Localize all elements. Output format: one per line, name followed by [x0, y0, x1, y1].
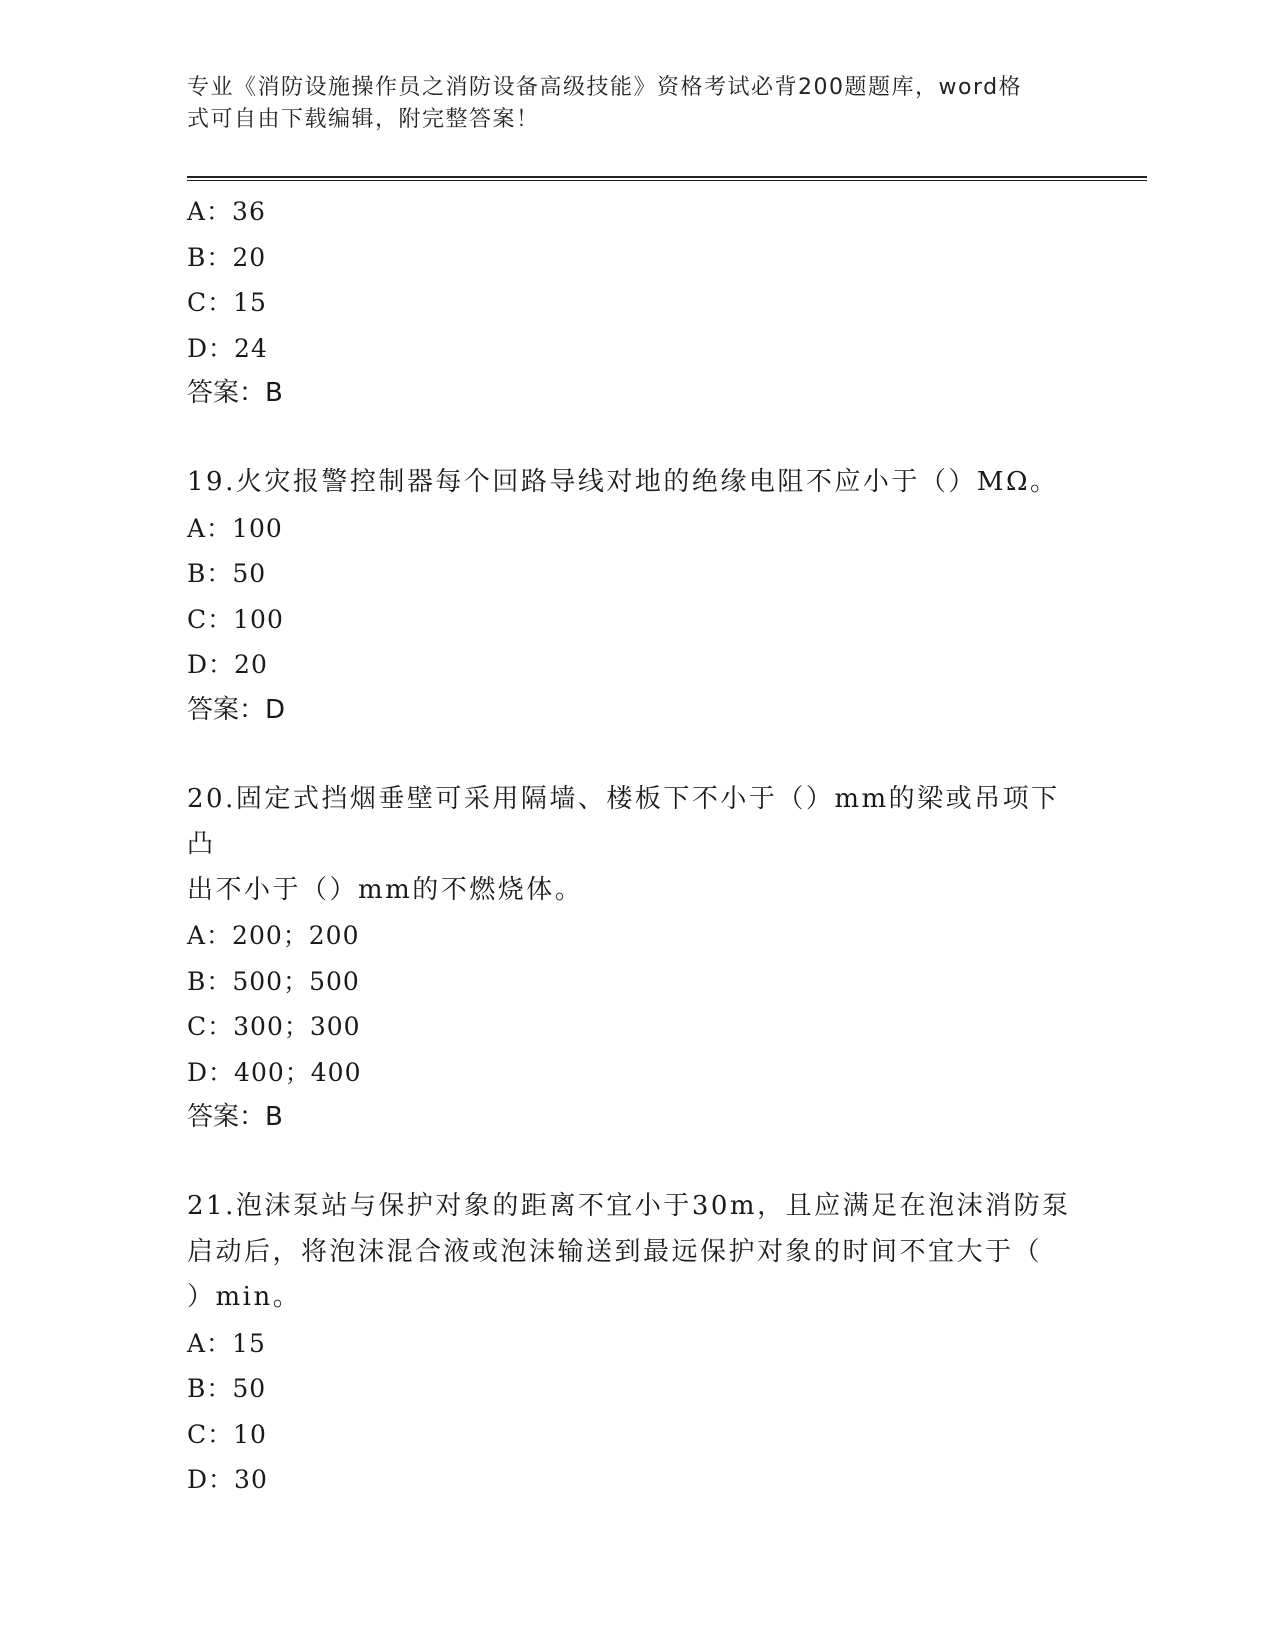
option-d: D：400；400 [187, 1057, 362, 1087]
option-d: D：30 [187, 1465, 268, 1494]
question-18 [187, 189, 1087, 416]
option-b: B：20 [187, 242, 267, 272]
question-stem-line-1: 20.固定式挡烟垂壁可采用隔墙、楼板下不小于（）mm的梁或吊项下凸 [187, 783, 1060, 859]
option-c: C：10 [187, 1419, 267, 1449]
answer: 答案：D [187, 694, 286, 725]
option-b: B：500；500 [187, 966, 360, 996]
question-stem-line-2: 出不小于（）mm的不燃烧体。 [187, 874, 584, 905]
option-c: C：100 [187, 604, 284, 634]
question-stem-line-2: 启动后，将泡沫混合液或泡沫输送到最远保护对象的时间不宜大于（ [187, 1236, 1043, 1267]
question-20 [187, 777, 1087, 1141]
question-stem-line-1: 21.泡沫泵站与保护对象的距离不宜小于30m，且应满足在泡沫消防泵 [187, 1191, 1071, 1221]
option-b: B：50 [187, 559, 267, 588]
question-stem: 19.火灾报警控制器每个回路导线对地的绝缘电阻不应小于（）MΩ。 [187, 467, 1059, 497]
option-a: A：15 [187, 1328, 266, 1358]
option-d: D：20 [187, 650, 268, 679]
question-list [187, 189, 1087, 1503]
option-c: C：15 [187, 288, 267, 317]
option-b: B：50 [187, 1374, 267, 1403]
question-19 [187, 460, 1087, 733]
answer: 答案：B [187, 1102, 283, 1132]
question-21 [187, 1184, 1087, 1503]
option-a: A：36 [187, 197, 266, 226]
document-header [187, 72, 1067, 136]
header-divider [187, 176, 1147, 181]
header-line-1: 专业《消防设施操作员之消防设备高级技能》资格考试必背200题题库，word格 [187, 75, 1023, 100]
header-line-2: 式可自由下载编辑，附完整答案！ [187, 107, 540, 132]
option-c: C：300；300 [187, 1012, 361, 1041]
option-d: D：24 [187, 333, 268, 363]
question-stem-line-3: ）min。 [187, 1282, 302, 1312]
option-a: A：200；200 [187, 921, 360, 950]
answer: 答案：B [187, 378, 283, 408]
option-a: A：100 [187, 513, 283, 543]
